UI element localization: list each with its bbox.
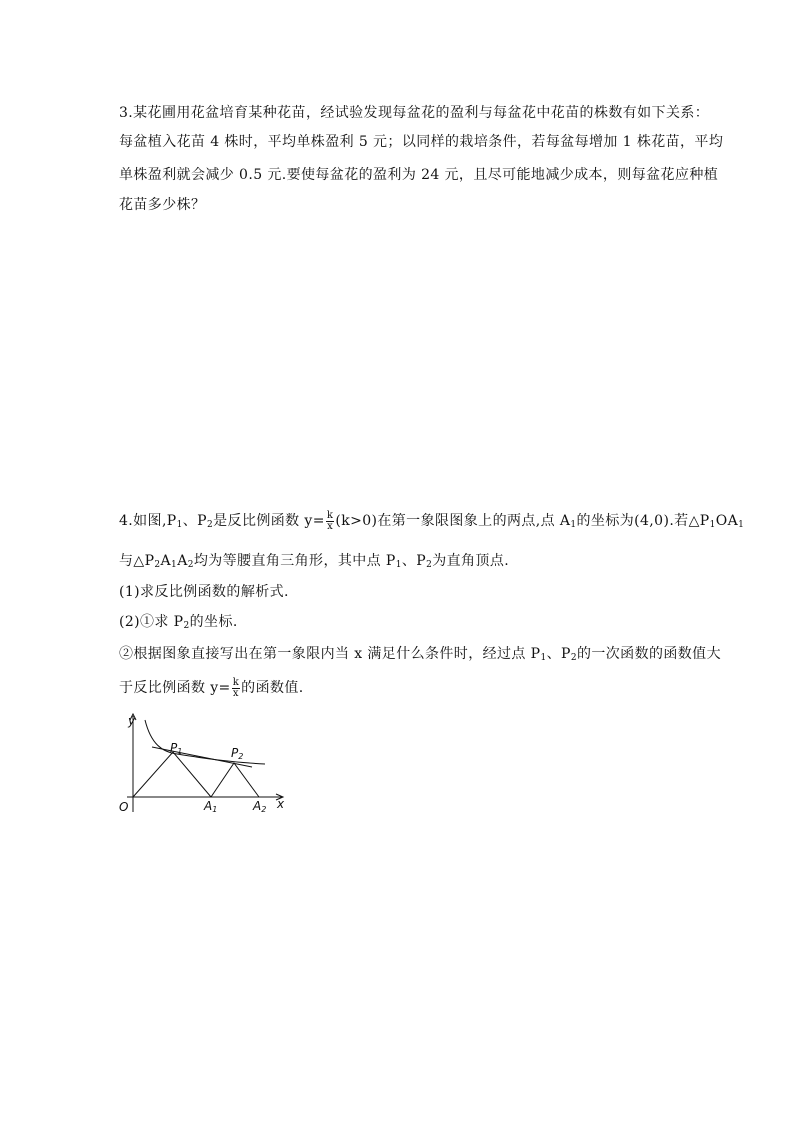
text: 于反比例函数 y= bbox=[119, 680, 231, 696]
text: 与△P bbox=[119, 553, 155, 569]
text: A bbox=[177, 553, 188, 569]
subscript: 1 bbox=[176, 520, 183, 530]
subscript: 2 bbox=[207, 520, 214, 530]
text: 的函数值. bbox=[241, 680, 304, 696]
label-text: P bbox=[170, 741, 178, 755]
text: (2)①求 P bbox=[119, 614, 184, 630]
label-subscript: 2 bbox=[238, 752, 244, 761]
problem3-line2: 每盆植入花苗 4 株时，平均单株盈利 5 元；以同样的栽培条件，若每盆每增加 1 株花苗，平均 bbox=[119, 134, 724, 150]
problem4-line2 bbox=[119, 550, 509, 570]
subscript: 2 bbox=[187, 560, 194, 570]
triangle-p1-o-a1 bbox=[133, 752, 211, 797]
problem4-line1 bbox=[119, 510, 744, 532]
subscript: 1 bbox=[540, 653, 547, 663]
label-subscript: 1 bbox=[212, 805, 218, 814]
label-subscript: 1 bbox=[177, 747, 183, 756]
point-a1-label bbox=[203, 799, 217, 814]
x-axis-label: x bbox=[277, 797, 285, 811]
label-text: A bbox=[204, 799, 213, 813]
problem3-line4: 花苗多少株？ bbox=[119, 197, 206, 213]
fraction-k-over-x bbox=[326, 511, 334, 532]
text: 是反比例函数 y= bbox=[213, 513, 325, 529]
text: (k>0)在第一象限图象上的两点,点 A bbox=[335, 513, 571, 529]
point-p1-label bbox=[170, 741, 182, 756]
geometry-figure bbox=[117, 712, 292, 827]
text: 、P bbox=[401, 553, 427, 569]
fraction-numerator: k bbox=[326, 509, 334, 521]
problem3-line1: 3.某花圃用花盆培育某种花苗，经试验发现每盆花的盈利与每盆花中花苗的株数有如下关系： bbox=[119, 105, 710, 121]
label-text: P bbox=[231, 746, 239, 760]
problem4-question1: (1)求反比例函数的解析式. bbox=[119, 584, 289, 600]
text: 、P bbox=[546, 646, 571, 662]
text: 、P bbox=[182, 513, 208, 529]
problem4-question2 bbox=[119, 611, 238, 631]
point-p2-label bbox=[231, 746, 243, 761]
text: OA bbox=[715, 513, 739, 529]
subscript: 1 bbox=[709, 520, 716, 530]
label-subscript: 2 bbox=[261, 805, 267, 814]
text: 4.如图,P bbox=[119, 513, 177, 529]
triangle-p2-a1-a2 bbox=[211, 763, 259, 797]
text: A bbox=[160, 553, 172, 569]
problem3-line3: 单株盈利就会减少 0.5 元.要使每盆花的盈利为 24 元，且尽可能地减少成本，则每盆花应种植 bbox=[119, 167, 719, 183]
point-a2-label bbox=[252, 799, 266, 814]
fraction-denominator: x bbox=[327, 520, 334, 532]
problem4-question3-line2 bbox=[119, 677, 304, 699]
subscript: 1 bbox=[738, 520, 745, 530]
label-text: A bbox=[253, 799, 262, 813]
subscript: 2 bbox=[426, 560, 433, 570]
fraction-k-over-x bbox=[232, 678, 240, 699]
subscript: 2 bbox=[154, 560, 161, 570]
fraction-numerator: k bbox=[232, 676, 240, 688]
subscript: 1 bbox=[395, 560, 402, 570]
text: 的一次函数的函数值大 bbox=[576, 646, 721, 662]
origin-label: O bbox=[119, 800, 129, 814]
subscript: 2 bbox=[570, 653, 577, 663]
subscript: 1 bbox=[171, 560, 178, 570]
subscript: 1 bbox=[570, 520, 577, 530]
subscript: 2 bbox=[183, 621, 190, 631]
problem4-question3-line1 bbox=[119, 643, 721, 663]
text: 为直角顶点. bbox=[432, 553, 510, 569]
text: 的坐标. bbox=[189, 614, 238, 630]
text: ②根据图象直接写出在第一象限内当 x 满足什么条件时，经过点 P bbox=[119, 646, 541, 662]
text: 的坐标为(4,0).若△P bbox=[576, 513, 710, 529]
y-axis-label: y bbox=[128, 714, 136, 728]
text: 均为等腰直角三角形，其中点 P bbox=[193, 553, 396, 569]
fraction-denominator: x bbox=[232, 687, 239, 699]
